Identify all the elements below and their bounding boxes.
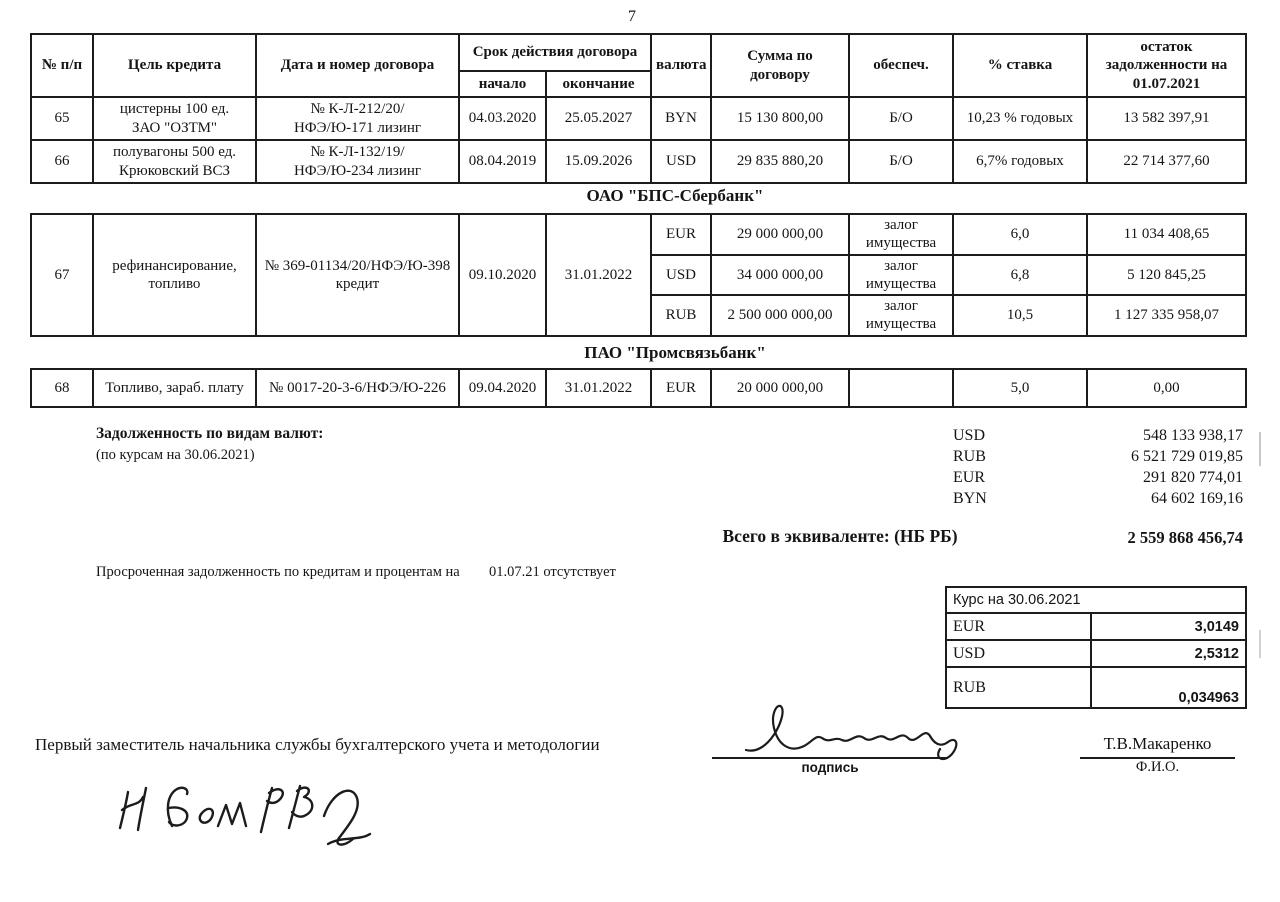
cell-amount: 2 500 000 000,00 — [711, 295, 849, 336]
header-term-end: окончание — [546, 71, 651, 97]
cell-collateral: Б/О — [849, 97, 953, 140]
currency-amount: 548 133 938,17 — [1143, 427, 1243, 444]
total-equivalent-amount: 2 559 868 456,74 — [1127, 528, 1243, 547]
currency-amount: 64 602 169,16 — [1151, 490, 1243, 507]
cell-contract: № К-Л-132/19/ НФЭ/Ю-234 лизинг — [256, 140, 459, 183]
cell-contract: № 0017-20-3-6/НФЭ/Ю-226 — [256, 369, 459, 407]
rate-code: USD — [946, 640, 1091, 667]
cell-balance: 13 582 397,91 — [1087, 97, 1246, 140]
cell-collateral — [849, 369, 953, 407]
rates-title-row — [946, 587, 1246, 613]
cell-balance: 5 120 845,25 — [1087, 255, 1246, 296]
rates-row-rub — [946, 667, 1246, 708]
cell-amount: 29 000 000,00 — [711, 214, 849, 255]
cell-collateral: залог имущества — [849, 214, 953, 255]
cell-purpose: рефинансирование, топливо — [93, 214, 256, 336]
cell-end: 25.05.2027 — [546, 97, 651, 140]
credit-table-main — [30, 33, 1247, 184]
cell-amount: 34 000 000,00 — [711, 255, 849, 296]
overdue-status: отсутствует — [543, 564, 616, 580]
credit-table-row67 — [30, 213, 1247, 337]
rates-title: Курс на 30.06.2021 — [946, 587, 1246, 613]
cell-balance: 22 714 377,60 — [1087, 140, 1246, 183]
scan-artifact — [1259, 630, 1261, 658]
cell-currency: EUR — [651, 369, 711, 407]
cell-num: 67 — [31, 214, 93, 336]
section-title-bps-sberbank: ОАО "БПС-Сбербанк" — [586, 186, 764, 205]
officer-name: Т.В.Макаренко — [1103, 734, 1212, 753]
list-item — [953, 488, 1243, 509]
header-num: № п/п — [31, 34, 93, 97]
cell-purpose: полувагоны 500 ед. Крюковский ВСЗ — [93, 140, 256, 183]
cell-currency: EUR — [651, 214, 711, 255]
header-currency: валюта — [651, 34, 711, 97]
rate-value: 2,5312 — [1091, 640, 1246, 667]
cell-end: 31.01.2022 — [546, 369, 651, 407]
cell-amount: 15 130 800,00 — [711, 97, 849, 140]
credit-table-header — [31, 34, 1246, 97]
header-rate: % ставка — [953, 34, 1087, 97]
cell-rate: 6,8 — [953, 255, 1087, 296]
list-item — [953, 446, 1243, 467]
signature-ink — [740, 700, 970, 762]
overdue-note — [96, 564, 616, 581]
currency-code: RUB — [953, 448, 986, 465]
table-row-66 — [31, 140, 1246, 183]
cell-balance: 1 127 335 958,07 — [1087, 295, 1246, 336]
header-contract: Дата и номер договора — [256, 34, 459, 97]
cell-collateral: залог имущества — [849, 255, 953, 296]
header-balance: остаток задолженности на 01.07.2021 — [1087, 34, 1246, 97]
rate-code: RUB — [946, 667, 1091, 708]
debt-by-currency-list — [953, 425, 1243, 509]
cell-currency: USD — [651, 255, 711, 296]
table-row-68 — [31, 369, 1246, 407]
rate-value: 0,034963 — [1091, 667, 1246, 708]
cell-rate: 6,7% годовых — [953, 140, 1087, 183]
cell-currency: BYN — [651, 97, 711, 140]
table-row-65 — [31, 97, 1246, 140]
table-row-67-eur — [31, 214, 1246, 255]
cell-purpose: цистерны 100 ед. ЗАО "ОЗТМ" — [93, 97, 256, 140]
header-amount: Сумма по договору — [711, 34, 849, 97]
exchange-rate-table — [945, 586, 1247, 709]
cell-amount: 29 835 880,20 — [711, 140, 849, 183]
cell-num: 65 — [31, 97, 93, 140]
cell-num: 66 — [31, 140, 93, 183]
cell-num: 68 — [31, 369, 93, 407]
list-item — [953, 425, 1243, 446]
name-caption: Ф.И.О. — [1135, 759, 1180, 775]
list-item — [953, 467, 1243, 488]
cell-amount: 20 000 000,00 — [711, 369, 849, 407]
cell-balance: 11 034 408,65 — [1087, 214, 1246, 255]
cell-collateral: Б/О — [849, 140, 953, 183]
header-term: Срок действия договора — [459, 34, 651, 71]
cell-start: 04.03.2020 — [459, 97, 546, 140]
currency-amount: 6 521 729 019,85 — [1131, 448, 1243, 465]
rate-code: EUR — [946, 613, 1091, 640]
debt-by-currency-label: Задолженность по видам валют: — [96, 425, 324, 442]
cell-currency: RUB — [651, 295, 711, 336]
cell-start: 08.04.2019 — [459, 140, 546, 183]
overdue-date: 01.07.21 — [488, 564, 540, 580]
cell-balance: 0,00 — [1087, 369, 1246, 407]
rate-value: 3,0149 — [1091, 613, 1246, 640]
signature-line — [712, 757, 948, 759]
debt-by-currency-sublabel: (по курсам на 30.06.2021) — [96, 447, 255, 463]
officer-position-title: Первый заместитель начальника службы бухгалтерского учета и методологии — [35, 735, 600, 754]
cell-start: 09.04.2020 — [459, 369, 546, 407]
cell-rate: 6,0 — [953, 214, 1087, 255]
scan-artifact — [1259, 432, 1261, 466]
signature-caption: подпись — [801, 760, 859, 775]
credit-table-row68 — [30, 368, 1247, 408]
cell-end: 15.09.2026 — [546, 140, 651, 183]
cell-collateral: залог имущества — [849, 295, 953, 336]
currency-code: USD — [953, 427, 986, 444]
cell-end: 31.01.2022 — [546, 214, 651, 336]
cell-rate: 10,5 — [953, 295, 1087, 336]
cell-currency: USD — [651, 140, 711, 183]
overdue-text: Просроченная задолженность по кредитам и процентам на — [96, 564, 460, 580]
header-collateral: обеспеч. — [849, 34, 953, 97]
section-title-promsvyazbank: ПАО "Промсвязьбанк" — [584, 343, 766, 362]
cell-contract: № 369-01134/20/НФЭ/Ю-398 кредит — [256, 214, 459, 336]
cell-purpose: Топливо, зараб. плату — [93, 369, 256, 407]
total-equivalent-label: Всего в эквиваленте: (НБ РБ) — [722, 526, 958, 546]
header-purpose: Цель кредита — [93, 34, 256, 97]
cell-rate: 10,23 % годовых — [953, 97, 1087, 140]
page-number: 7 — [628, 8, 636, 25]
currency-code: BYN — [953, 490, 987, 507]
rates-row-usd — [946, 640, 1246, 667]
cell-start: 09.10.2020 — [459, 214, 546, 336]
currency-amount: 291 820 774,01 — [1143, 469, 1243, 486]
cell-rate: 5,0 — [953, 369, 1087, 407]
header-term-start: начало — [459, 71, 546, 97]
rates-row-eur — [946, 613, 1246, 640]
handwritten-note-ink — [112, 768, 377, 858]
currency-code: EUR — [953, 469, 985, 486]
cell-contract: № К-Л-212/20/ НФЭ/Ю-171 лизинг — [256, 97, 459, 140]
